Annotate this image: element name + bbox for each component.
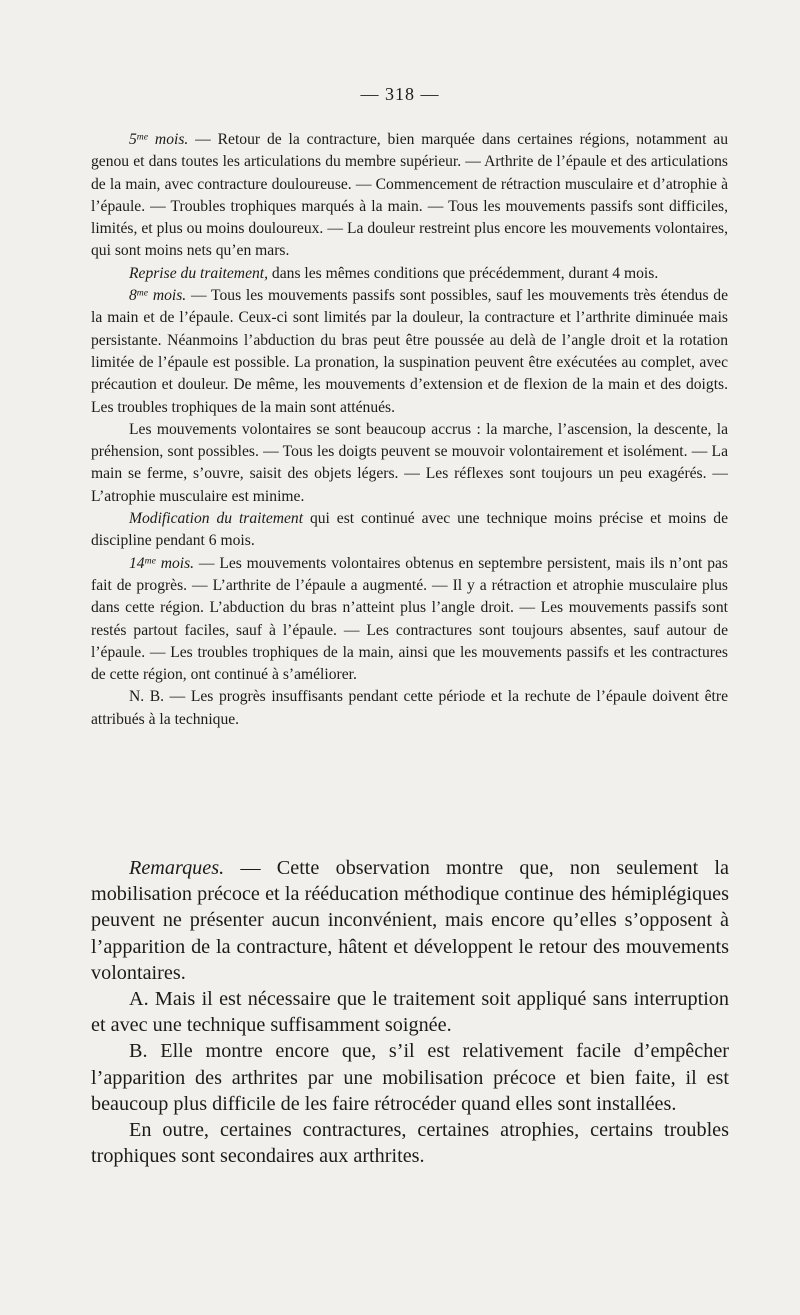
paragraph	[91, 1038, 729, 1117]
paragraph-label: $8^{me}$ mois.	[129, 287, 187, 305]
paragraph-text: dans les mêmes conditions que précédemment, durant 4 mois.	[268, 264, 659, 282]
paragraph-text: — Tous les mouvements passifs sont possibles, sauf les mouvements très étendus de la main et de l’épaule. Ceux-ci sont limités par la douleur, la contracture et l’arthrite diminuée mais persistante. Néanmoins l’abduction du bras peut être poussée au delà de l’angle droit et la rotation limitée de l’épaule est possible. La pronation, la suspination peuvent être exécutées au complet, avec précaution et douleur. De même, les mouvements d’extension et de flexion de la main et des doigts. Les troubles trophiques de la main sont atténués.	[91, 287, 729, 416]
paragraph-label: Modification du traitement	[129, 510, 304, 528]
paragraph	[91, 1117, 729, 1169]
paragraph-text: En outre, certaines contractures, certaines atrophies, certains troubles trophiques sont secondaires aux arthrites.	[91, 1119, 729, 1168]
paragraph	[91, 986, 729, 1038]
paragraph-text: — Cette observation montre que, non seulement la mobilisation précoce et la rééducation méthodique continue des hémiplégiques peuvent ne présenter aucun inconvénient, mais encore qu’elles s’opposent à l’apparition de la contracture, hâtent et développent le retour des mouvements volontaires.	[91, 857, 729, 984]
paragraph	[91, 686, 728, 731]
paragraph-label: $5^{me}$ mois.	[129, 131, 189, 148]
paragraph-text: — Retour de la contracture, bien marquée dans certaines régions, notamment au genou et dans toutes les articulations du membre supérieur. — Arthrite de l’épaule et des articulations de la main, avec contracture douloureuse. — Commencement de rétraction musculaire et d’atrophie à l’épaule. — Troubles trophiques marqués à la main. — Tous les mouvements passifs sont difficiles, limités, et plus ou moins douloureux. — La douleur restreint plus encore les mouvements volontaires, qui sont moins nets qu’en mars.	[91, 131, 728, 260]
paragraph-label: Remarques.	[129, 857, 225, 879]
case-notes	[91, 129, 728, 731]
paragraph-text: B. Elle montre encore que, s’il est relativement facile d’empêcher l’apparition des arthrites par une mobilisation précoce et bien faite, il est beaucoup plus difficile de les faire rétrocéder quand elles sont installées.	[91, 1040, 729, 1115]
paragraph	[91, 508, 728, 553]
paragraph	[91, 855, 729, 986]
paragraph-text: N. B. — Les progrès insuffisants pendant cette période et la rechute de l’épaule doivent être attribués à la technique.	[91, 688, 728, 728]
paragraph-label: Reprise du traitement,	[129, 264, 269, 282]
paragraph	[91, 419, 728, 508]
paragraph-text: — Les mouvements volontaires obtenus en septembre persistent, mais ils n’ont pas fait de progrès. — L’arthrite de l’épaule a augmenté. — Il y a rétraction et atrophie musculaire plus dans cette région. L’abduction du bras n’atteint plus l’angle droit. — Les mouvements passifs sont restés partout faciles, sauf à l’épaule. — Les contractures sont toujours absentes, sauf autour de l’épaule. — Les troubles trophiques de la main, ainsi que les mouvements passifs et les contractures de cette région, ont continué à s’améliorer.	[91, 554, 728, 684]
paragraph	[91, 263, 728, 285]
paragraph-label: $14^{me}$ mois.	[129, 554, 195, 572]
paragraph-text: A. Mais il est nécessaire que le traitement soit appliqué sans interruption et avec une technique suffisamment soignée.	[91, 988, 729, 1037]
paragraph	[91, 553, 728, 687]
paragraph	[91, 129, 728, 263]
page-number: — 318 —	[360, 84, 440, 104]
paragraph	[91, 285, 728, 419]
paragraph-text: Les mouvements volontaires se sont beaucoup accrus : la marche, l’ascension, la descente, la préhension, sont possibles. — Tous les doigts peuvent se mouvoir volontairement et isolément. — La main se ferme, s’ouvre, saisit des objets légers. — Les réflexes sont toujours un peu exagérés. — L’atrophie musculaire est minime.	[91, 420, 728, 505]
paragraph-text: qui est continué avec une technique moins précise et moins de discipline pendant 6 mois.	[91, 510, 728, 550]
remarks-section	[91, 855, 729, 1169]
